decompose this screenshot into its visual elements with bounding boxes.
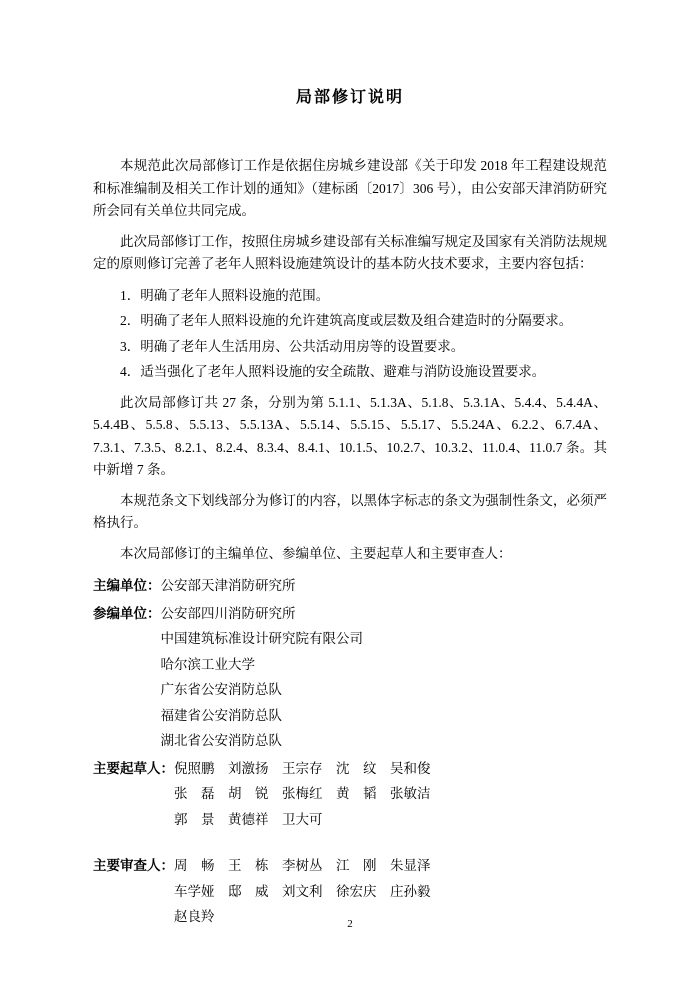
reviewers-label: 主要审查人： <box>93 858 174 873</box>
page-title: 局部修订说明 <box>295 89 404 106</box>
chief-editor-label: 主编单位： <box>93 578 161 593</box>
drafters-values <box>174 756 607 833</box>
revision-content-list <box>93 284 607 384</box>
list-item-4: 4．适当强化了老年人照料设施的安全疏散、避难与消防设施设置要求。 <box>120 364 546 379</box>
chief-editor-values <box>161 573 608 599</box>
chief-editor-unit: 公安部天津消防研究所 <box>160 578 296 593</box>
participating-unit: 广东省公安消防总队 <box>160 682 282 697</box>
drafters-section <box>93 756 607 833</box>
participating-unit: 湖北省公安消防总队 <box>160 733 282 748</box>
reviewers-row: 车学娅 邸 威 刘文利 徐宏庆 庄孙毅 <box>174 883 431 899</box>
paragraph-clauses: 此次局部修订共 27 条，分别为第 5.1.1、5.1.3A、5.1.8、5.3.1A、5.4.4、5.4.4A、5.4.4B、5.5.8、5.5.13、5.5.13A、5.5.14、5.5.15、5.5.17、5.5.24A、6.2.2、6.7.4A、7.3.1、7.3.5、8.2.1、8.2.4、8.3.4、8.4.1、10.1.5、10.2.7、10.3.2、11.0.4、11.0.7 条。其中新增 7 条。 <box>93 394 607 477</box>
list-item-3: 3．明确了老年人生活用房、公共活动用房等的设置要求。 <box>120 338 465 354</box>
page-number: 2 <box>347 918 353 930</box>
list-item-1: 1．明确了老年人照料设施的范围。 <box>120 287 330 303</box>
participating-unit: 哈尔滨工业大学 <box>160 656 255 672</box>
drafters-label: 主要起草人： <box>93 760 174 776</box>
document-body <box>93 107 607 930</box>
paragraph-credits-intro: 本次局部修订的主编单位、参编单位、主要起草人和主要审查人： <box>120 545 512 561</box>
paragraph-scope: 此次局部修订工作，按照住房城乡建设部有关标准编写规定及国家有关消防法规规定的原则修订完善了老年人照料设施建筑设计的基本防火技术要求，主要内容包括： <box>93 233 607 271</box>
chief-editor-section <box>93 573 607 599</box>
drafters-row: 张 磊 胡 锐 张梅红 黄 韬 张敏洁 <box>174 786 431 801</box>
participating-units-values <box>161 601 608 754</box>
paragraph-basis: 本规范此次局部修订工作是依据住房城乡建设部《关于印发 2018 年工程建设规范和标准编制及相关工作计划的通知》（建标函〔2017〕306 号），由公安部天津消防研究所会同有关单位共同完成。 <box>93 158 607 218</box>
drafters-row: 倪照鹏 刘激扬 王宗存 沈 纹 吴和俊 <box>174 760 431 776</box>
drafters-row: 郭 景 黄德祥 卫大可 <box>174 811 323 827</box>
participating-units-section <box>93 601 607 754</box>
list-item-2: 2．明确了老年人照料设施的允许建筑高度或层数及组合建造时的分隔要求。 <box>120 313 573 328</box>
reviewers-row: 周 畅 王 栋 李树丛 江 刚 朱显泽 <box>174 858 431 873</box>
participating-unit: 福建省公安消防总队 <box>160 707 282 723</box>
participating-unit: 公安部四川消防研究所 <box>160 605 296 621</box>
participating-unit: 中国建筑标准设计研究院有限公司 <box>160 631 363 646</box>
participating-units-label: 参编单位： <box>93 605 161 621</box>
paragraph-mandatory-note: 本规范条文下划线部分为修订的内容，以黑体字标志的条文为强制性条文，必须严格执行。 <box>93 492 607 530</box>
reviewers-row: 赵良羚 <box>174 909 215 924</box>
